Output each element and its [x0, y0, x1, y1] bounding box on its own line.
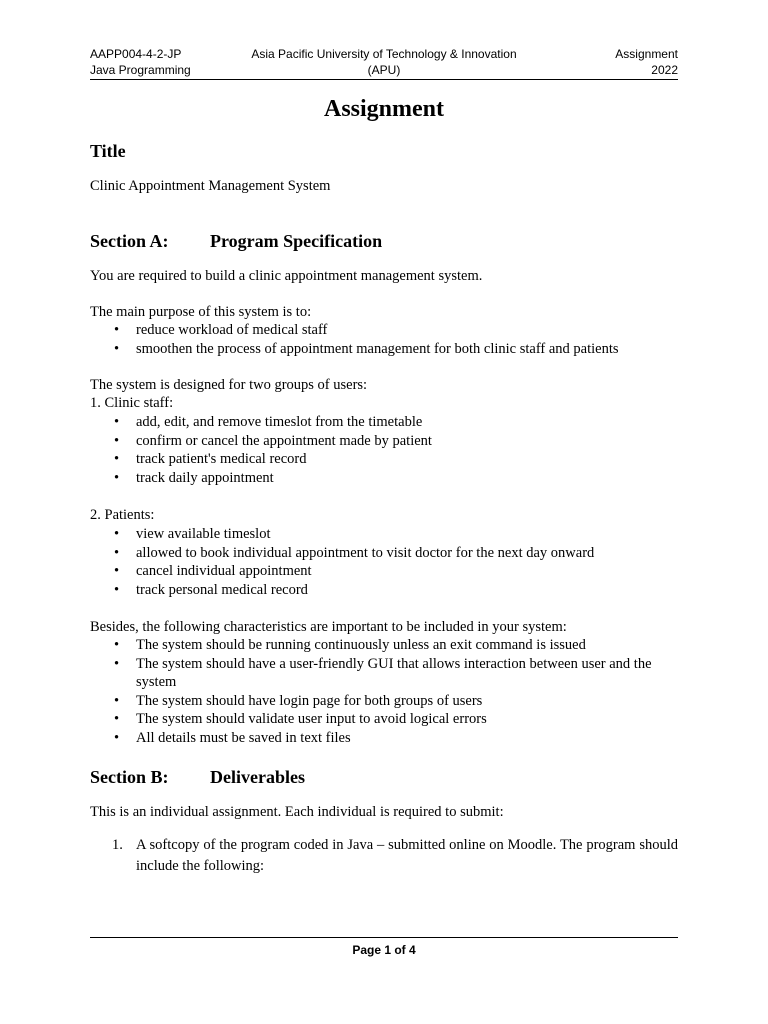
- section-b-heading: [90, 766, 305, 788]
- section-b-title: Deliverables: [210, 767, 305, 787]
- list-item: • cancel individual appointment: [114, 562, 680, 581]
- header-assignment-info: [615, 46, 678, 78]
- document-title: Assignment: [323, 96, 444, 122]
- header-assignment-label: Assignment: [615, 47, 678, 61]
- header-year: 2022: [651, 63, 678, 77]
- list-item: • The system should have login page for both groups of users: [114, 692, 680, 711]
- university-abbrev: (APU): [367, 63, 401, 77]
- purpose-intro: The main purpose of this system is to:: [90, 304, 312, 320]
- footer-divider: [90, 937, 678, 938]
- project-title: Clinic Appointment Management System: [90, 178, 331, 194]
- list-item: • The system should have a user-friendly GUI that allows interaction between user and the system: [114, 655, 680, 692]
- list-item: • The system should validate user input to avoid logical errors: [114, 710, 680, 729]
- users-intro: The system is designed for two groups of users:: [90, 377, 368, 393]
- header-divider: [90, 79, 678, 80]
- module-code: AAPP004-4-2-JP: [90, 47, 182, 61]
- patients-label: 2. Patients:: [90, 507, 155, 523]
- list-item: • confirm or cancel the appointment made by patient: [114, 432, 680, 451]
- list-item: • smoothen the process of appointment management for both clinic staff and patients: [114, 340, 680, 359]
- list-item: • add, edit, and remove timeslot from the timetable: [114, 413, 680, 432]
- section-a-title: Program Specification: [210, 231, 383, 251]
- section-a-number: Section A:: [90, 231, 169, 251]
- clinic-staff-list: [114, 413, 680, 487]
- section-a-heading: [90, 230, 382, 252]
- header-university: [90, 46, 678, 78]
- characteristics-list: [114, 636, 680, 747]
- list-item: • allowed to book individual appointment to visit doctor for the next day onward: [114, 544, 680, 563]
- list-item: • track patient's medical record: [114, 450, 680, 469]
- list-item: • The system should be running continuously unless an exit command is issued: [114, 636, 680, 655]
- clinic-staff-label: 1. Clinic staff:: [90, 395, 174, 411]
- list-item: • view available timeslot: [114, 525, 680, 544]
- section-b-intro: This is an individual assignment. Each individual is required to submit:: [90, 804, 504, 820]
- patients-list: [114, 525, 680, 599]
- page-number: Page 1 of 4: [352, 943, 416, 957]
- deliverable-number: 1.: [112, 837, 123, 853]
- list-item: • reduce workload of medical staff: [114, 321, 680, 340]
- purpose-list: [114, 321, 680, 358]
- module-name: Java Programming: [90, 63, 191, 77]
- list-item: • track daily appointment: [114, 469, 680, 488]
- list-item: • All details must be saved in text files: [114, 729, 680, 748]
- title-heading: Title: [90, 141, 126, 161]
- page-header: [90, 46, 678, 80]
- characteristics-intro: Besides, the following characteristics are important to be included in your system:: [90, 619, 567, 635]
- deliverable-item: [112, 835, 678, 877]
- deliverable-text: A softcopy of the program coded in Java – submitted online on Moodle. The program should include the following:: [136, 837, 678, 874]
- list-item: • track personal medical record: [114, 581, 680, 600]
- university-name: Asia Pacific University of Technology & Innovation: [251, 47, 517, 61]
- section-a-intro: You are required to build a clinic appointment management system.: [90, 268, 483, 284]
- section-b-number: Section B:: [90, 767, 169, 787]
